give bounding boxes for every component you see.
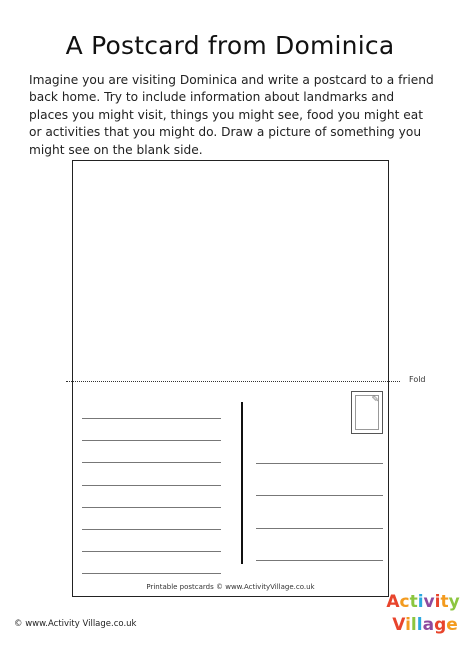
message-line <box>82 529 221 530</box>
postcard-credit: Printable postcards © www.ActivityVillage.co.uk <box>146 583 315 591</box>
stamp-icon: ✎ <box>371 395 379 405</box>
fold-line <box>66 381 400 382</box>
address-line <box>256 495 383 496</box>
stamp-box <box>351 391 383 434</box>
message-line <box>82 507 221 508</box>
postcard-divider <box>241 402 243 564</box>
address-line <box>256 560 383 561</box>
message-line <box>82 573 221 574</box>
footer-copyright: © www.Activity Village.co.uk <box>14 619 137 629</box>
fold-label: Fold <box>409 375 426 384</box>
message-line <box>82 551 221 552</box>
address-line <box>256 528 383 529</box>
message-line <box>82 418 221 419</box>
address-line <box>256 463 383 464</box>
instructions-text: Imagine you are visiting Dominica and write a postcard to a friend back home. Try to include information about landmarks and places you might visit, things you might see, food you might eat or activities that you might do. Draw a picture of something you might see on the blank side. <box>29 73 434 157</box>
svg-text:Activity: Activity <box>386 592 460 612</box>
message-line <box>82 462 221 463</box>
message-line <box>82 485 221 486</box>
page-title: A Postcard from Dominica <box>65 31 395 60</box>
postcard-outline <box>72 160 389 597</box>
activity-village-logo <box>388 583 458 641</box>
svg-text:Village: Village <box>392 615 458 635</box>
message-line <box>82 440 221 441</box>
